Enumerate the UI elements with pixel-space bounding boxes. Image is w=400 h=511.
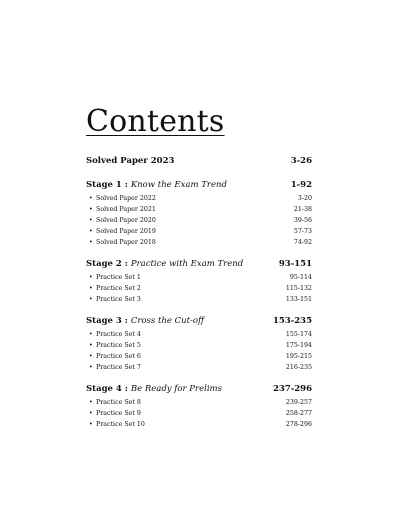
stage-name: Cross the Cut-off <box>130 316 204 326</box>
stage-pages: 1-92 <box>290 180 312 190</box>
list-item-title <box>89 329 141 340</box>
bullet-icon: • <box>89 285 93 292</box>
list-item-pages: 21-38 <box>293 206 312 213</box>
list-item-title <box>89 283 141 294</box>
list-item-title <box>89 272 141 283</box>
bullet-icon: • <box>89 399 93 406</box>
stages-list <box>86 178 312 430</box>
stage-section <box>86 257 312 305</box>
stage-pages: 93-151 <box>278 259 312 269</box>
list-item-label: Solved Paper 2020 <box>96 217 156 224</box>
stage-pages: 153-235 <box>272 316 312 326</box>
list-item-pages: 133-151 <box>285 296 312 303</box>
list-item <box>86 226 312 237</box>
stage-section <box>86 314 312 373</box>
list-item-label: Solved Paper 2019 <box>96 228 156 235</box>
list-item <box>86 294 312 305</box>
list-item-pages: 278-296 <box>285 421 312 428</box>
list-item-title <box>89 340 141 351</box>
list-item <box>86 283 312 294</box>
list-item-title <box>89 294 141 305</box>
stage-label <box>86 314 204 329</box>
bullet-icon: • <box>89 331 93 338</box>
list-item-pages: 74-92 <box>293 239 312 246</box>
stage-heading <box>86 178 312 193</box>
list-item-label: Practice Set 8 <box>96 399 141 406</box>
list-item-pages: 258-277 <box>285 410 312 417</box>
list-item-label: Practice Set 6 <box>96 353 141 360</box>
stage-name: Know the Exam Trend <box>130 180 227 190</box>
stage-heading <box>86 382 312 397</box>
stage-label <box>86 257 243 272</box>
stage-label <box>86 178 227 193</box>
list-item <box>86 351 312 362</box>
contents-page <box>86 104 312 439</box>
list-item-label: Practice Set 2 <box>96 285 141 292</box>
bullet-icon: • <box>89 296 93 303</box>
list-item <box>86 362 312 373</box>
stage-name: Practice with Exam Trend <box>130 259 244 269</box>
list-item-pages: 239-257 <box>285 399 312 406</box>
stage-name: Be Ready for Prelims <box>130 384 222 394</box>
bullet-icon: • <box>89 274 93 281</box>
stage-prefix: Stage 3 : <box>86 316 131 326</box>
list-item-label: Solved Paper 2022 <box>96 195 156 202</box>
bullet-icon: • <box>89 217 93 224</box>
list-item-title <box>89 419 145 430</box>
list-item-title <box>89 362 141 373</box>
solved-paper-label: Solved Paper 2023 <box>86 156 175 166</box>
bullet-icon: • <box>89 239 93 246</box>
bullet-icon: • <box>89 421 93 428</box>
list-item-pages: 216-235 <box>285 364 312 371</box>
solved-paper-pages: 3-26 <box>290 156 312 166</box>
page-title: Contents <box>86 104 225 139</box>
stage-heading <box>86 314 312 329</box>
list-item <box>86 237 312 248</box>
stage-prefix: Stage 2 : <box>86 259 131 269</box>
list-item-pages: 3-20 <box>297 195 312 202</box>
list-item-label: Practice Set 10 <box>96 421 145 428</box>
list-item <box>86 340 312 351</box>
stage-prefix: Stage 4 : <box>86 384 131 394</box>
list-item-label: Solved Paper 2018 <box>96 239 156 246</box>
bullet-icon: • <box>89 342 93 349</box>
list-item-pages: 95-114 <box>289 274 312 281</box>
bullet-icon: • <box>89 195 93 202</box>
list-item <box>86 397 312 408</box>
list-item <box>86 215 312 226</box>
list-item-title <box>89 226 156 237</box>
bullet-icon: • <box>89 206 93 213</box>
list-item-title <box>89 397 141 408</box>
list-item <box>86 329 312 340</box>
stage-section <box>86 178 312 248</box>
stage-prefix: Stage 1 : <box>86 180 131 190</box>
list-item <box>86 419 312 430</box>
bullet-icon: • <box>89 410 93 417</box>
bullet-icon: • <box>89 228 93 235</box>
list-item-label: Practice Set 5 <box>96 342 141 349</box>
bullet-icon: • <box>89 364 93 371</box>
solved-paper-section <box>86 154 312 169</box>
list-item-pages: 155-174 <box>285 331 312 338</box>
stage-section <box>86 382 312 430</box>
list-item-title <box>89 351 141 362</box>
list-item <box>86 204 312 215</box>
list-item-pages: 195-215 <box>285 353 312 360</box>
list-item-label: Practice Set 3 <box>96 296 141 303</box>
stage-label <box>86 382 222 397</box>
list-item-label: Solved Paper 2021 <box>96 206 156 213</box>
list-item-label: Practice Set 1 <box>96 274 141 281</box>
solved-paper-heading <box>86 154 312 169</box>
list-item-title <box>89 193 156 204</box>
list-item-title <box>89 215 156 226</box>
list-item-label: Practice Set 9 <box>96 410 141 417</box>
list-item-pages: 115-132 <box>285 285 312 292</box>
list-item-label: Practice Set 4 <box>96 331 141 338</box>
bullet-icon: • <box>89 353 93 360</box>
list-item <box>86 408 312 419</box>
list-item <box>86 193 312 204</box>
list-item-pages: 175-194 <box>285 342 312 349</box>
list-item-title <box>89 204 156 215</box>
list-item-pages: 39-56 <box>293 217 312 224</box>
list-item-title <box>89 237 156 248</box>
stage-pages: 237-296 <box>272 384 312 394</box>
list-item-title <box>89 408 141 419</box>
list-item <box>86 272 312 283</box>
list-item-label: Practice Set 7 <box>96 364 141 371</box>
list-item-pages: 57-73 <box>293 228 312 235</box>
stage-heading <box>86 257 312 272</box>
